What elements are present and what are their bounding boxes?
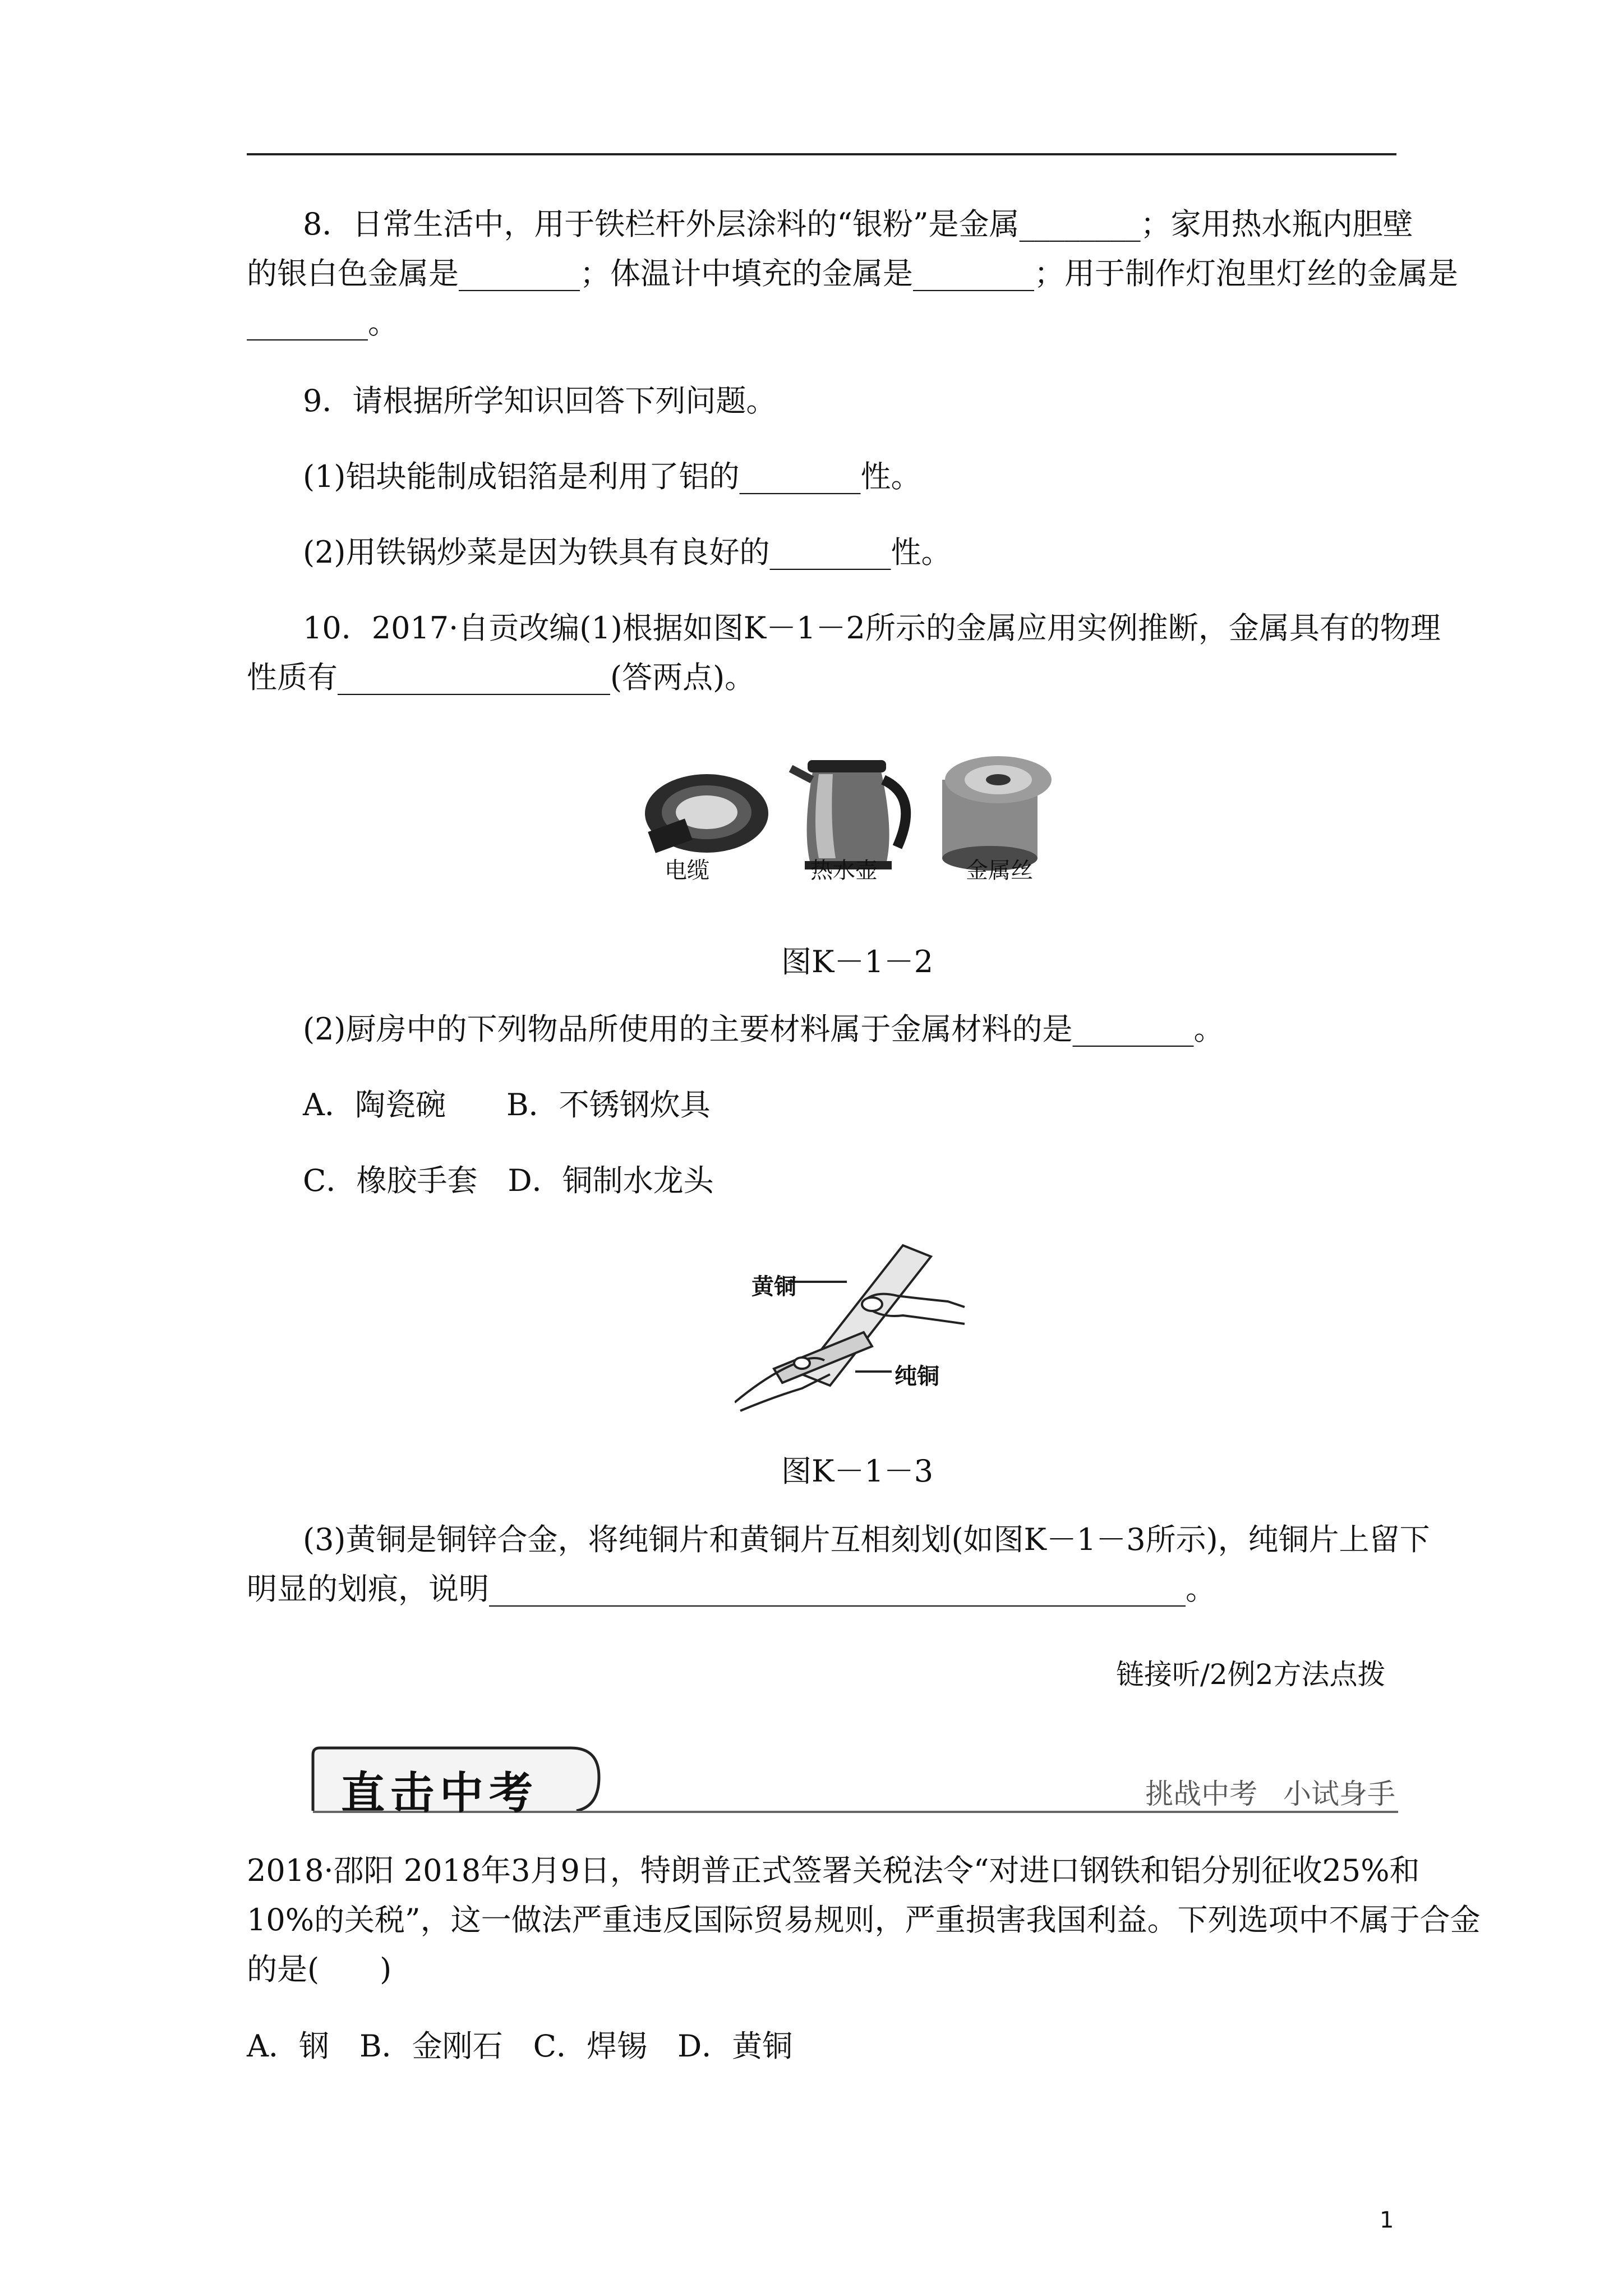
figure-caption-k-1-2: 图K－1－2 — [781, 944, 934, 979]
cable-image — [645, 774, 768, 853]
q10-part-2: (2)厨房中的下列物品所使用的主要材料属于金属材料的是________。 — [303, 1011, 1224, 1047]
exam-line-2: 10%的关税”，这一做法严重违反国际贸易规则，严重损害我国利益。下列选项中不属于合金 — [247, 1902, 1481, 1938]
q8-line-1: 8．日常生活中，用于铁栏杆外层涂料的“银粉”是金属________；家用热水瓶内胆壁 — [303, 206, 1413, 242]
figure-label-cable: 电缆 — [665, 858, 709, 884]
q10-line-2: 性质有__________________(答两点)。 — [247, 660, 755, 695]
figure-caption-k-1-3: 图K－1－3 — [781, 1453, 934, 1489]
q9-sub-1: (1)铝块能制成铝箔是利用了铝的________性。 — [303, 459, 921, 494]
q9-sub-2: (2)用铁锅炒菜是因为铁具有良好的________性。 — [303, 535, 952, 570]
figure-label-kettle: 热水壶 — [810, 858, 878, 884]
banner-subtitle: 挑战中考 小试身手 — [1145, 1778, 1395, 1810]
page-number: 1 — [1380, 2207, 1394, 2233]
section-banner — [307, 1743, 1401, 1819]
q10-part-3-line-1: (3)黄铜是铜锌合金，将纯铜片和黄铜片互相刻划(如图K－1－3所示)，纯铜片上留下 — [303, 1522, 1430, 1557]
q8-line-2: 的银白色金属是________；体温计中填充的金属是________；用于制作灯泡里灯丝的金属是 — [247, 256, 1458, 291]
q10-line-1: 10．2017·自贡改编(1)根据如图K－1－2所示的金属应用实例推断，金属具有的物理 — [303, 610, 1441, 646]
banner-title: 直击中考 — [341, 1768, 539, 1819]
q8-line-3: ________。 — [247, 305, 398, 341]
exam-line-3: 的是( ) — [247, 1952, 392, 1987]
method-tip-link[interactable]: 链接听/2例2方法点拨 — [1116, 1658, 1386, 1691]
q9-stem: 9．请根据所学知识回答下列问题。 — [303, 383, 777, 418]
figure-label-wire: 金属丝 — [966, 858, 1033, 884]
q10-options-cd: C．橡胶手套 D．铜制水龙头 — [303, 1163, 714, 1198]
figure-label-brass: 黄铜 — [751, 1274, 796, 1300]
q10-options-ab: A．陶瓷碗 B．不锈钢炊具 — [303, 1087, 711, 1122]
exam-line-1: 2018·邵阳 2018年3月9日，特朗普正式签署关税法令“对进口钢铁和铝分别征收25%和 — [247, 1853, 1420, 1888]
header-rule — [247, 153, 1396, 155]
figure-label-pure-copper: 纯铜 — [895, 1364, 939, 1389]
exam-options: A．钢 B．金刚石 C．焊锡 D．黄铜 — [247, 2028, 793, 2064]
q10-part-3-line-2: 明显的划痕，说明______________________________________________。 — [247, 1571, 1216, 1607]
